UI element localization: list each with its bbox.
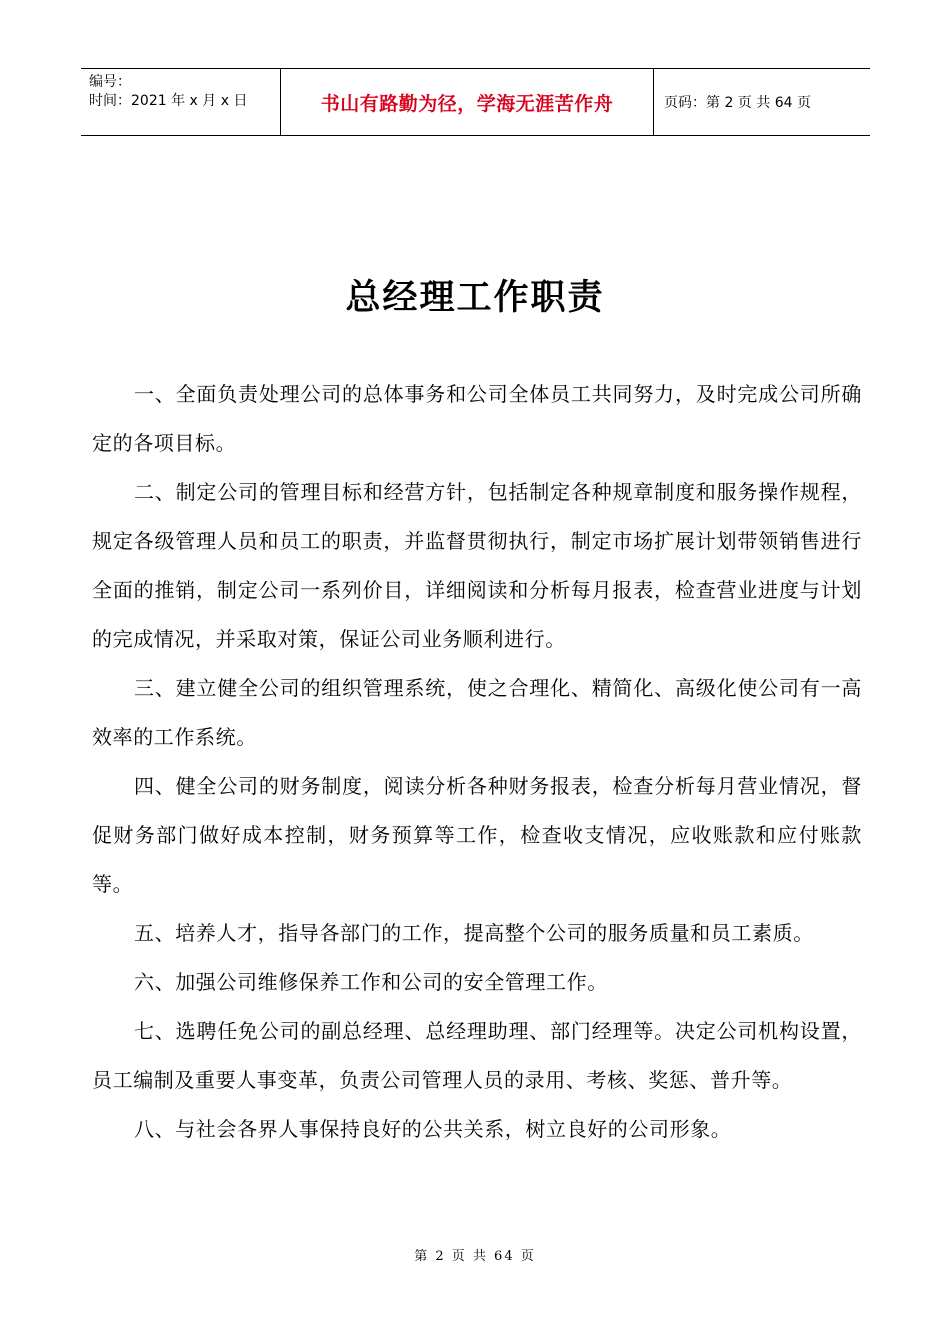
header-page-cell [654, 69, 870, 135]
paragraph-6: 六、加强公司维修保养工作和公司的安全管理工作。 [134, 970, 608, 994]
document-body [92, 370, 862, 1154]
header-slogan-cell [281, 69, 654, 135]
paragraph-8: 八、与社会各界人事保持良好的公共关系，树立良好的公司形象。 [134, 1117, 732, 1141]
paragraph-5: 五、培养人才，指导各部门的工作，提高整个公司的服务质量和员工素质。 [134, 921, 814, 945]
paragraph-2: 二、制定公司的管理目标和经营方针，包括制定各种规章制度和服务操作规程，规定各级管理人员和员工的职责，并监督贯彻执行，制定市场扩展计划带领销售进行全面的推销，制定公司一系列价目，详细阅读和分析每月报表，检查营业进度与计划的完成情况，并采取对策，保证公司业务顺利进行。 [92, 480, 862, 651]
paragraph-7: 七、选聘任免公司的副总经理、总经理助理、部门经理等。决定公司机构设置，员工编制及重要人事变革，负责公司管理人员的录用、考核、奖惩、普升等。 [92, 1019, 862, 1092]
paragraph-4: 四、健全公司的财务制度，阅读分析各种财务报表，检查分析每月营业情况，督促财务部门做好成本控制，财务预算等工作，检查收支情况，应收账款和应付账款等。 [92, 774, 862, 896]
header-meta-cell [81, 69, 281, 135]
page-footer: 第 2 页 共 64 页 [414, 1249, 536, 1264]
page-header [81, 68, 870, 136]
header-slogan: 书山有路勤为径，学海无涯苦作舟 [320, 92, 614, 115]
paragraph-1: 一、全面负责处理公司的总体事务和公司全体员工共同努力，及时完成公司所确定的各项目标。 [92, 382, 862, 455]
paragraph-3: 三、建立健全公司的组织管理系统，使之合理化、精简化、高级化使公司有一高效率的工作系统。 [92, 676, 862, 749]
header-page-number: 页码：第 2 页 共 64 页 [664, 95, 811, 111]
document-number-label: 编号： [89, 74, 131, 90]
document-time-label: 时间：2021 年 x 月 x 日 [89, 93, 248, 109]
document-title: 总经理工作职责 [345, 277, 605, 318]
